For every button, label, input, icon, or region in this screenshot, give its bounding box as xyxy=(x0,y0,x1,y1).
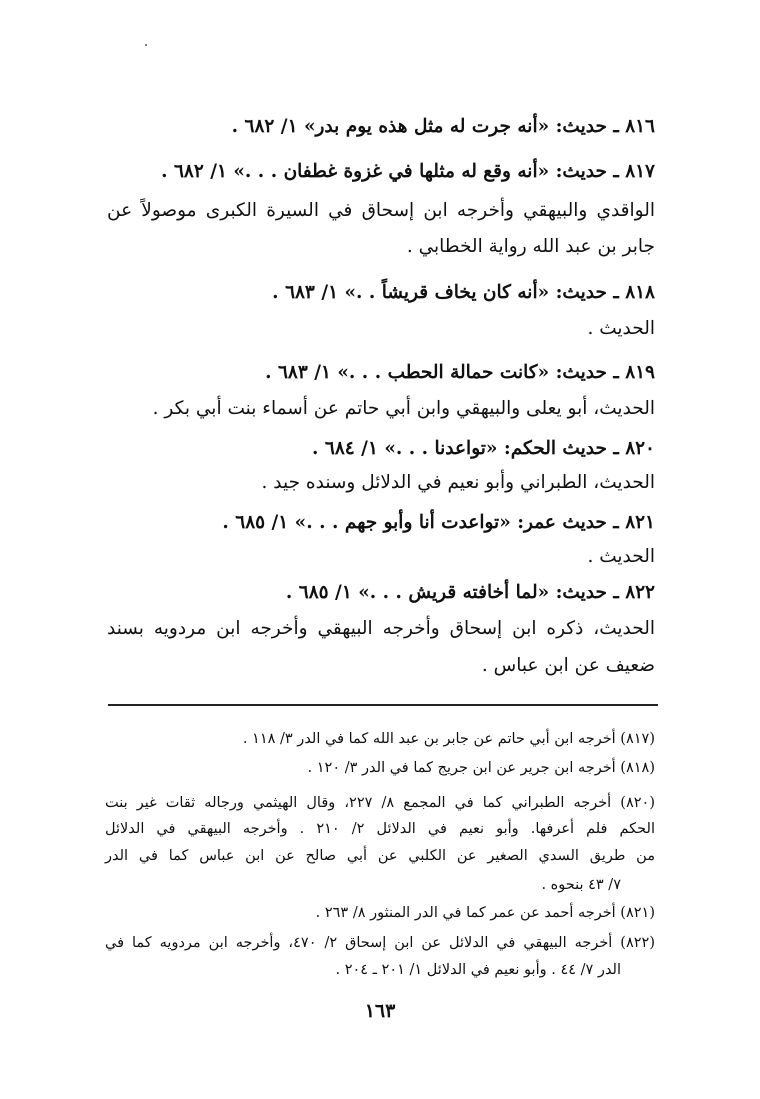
footnote: (٨٢٢) أخرجه البيهقي في الدلائل عن ابن إسحاق ٢/ ٤٧٠، وأخرجه ابن مردويه كما في xyxy=(105,935,655,951)
entry-text: الحديث . xyxy=(587,546,655,567)
footnote-continuation: الحكم فلم أعرفها. وأبو نعيم في الدلائل ٢/ ٢١٠ . وأخرجه البيهقي في الدلائل xyxy=(105,821,655,837)
footnote: (٨٢٠) أخرجه الطبراني كما في المجمع ٨/ ٢٢٧، وقال الهيثمي ورجاله ثقات غير بنت xyxy=(105,795,655,811)
entry-heading: ٨١٩ ـ حديث: «كانت حمالة الحطب . . .» ١/ ٦٨٣ . xyxy=(265,362,655,383)
page-number: ١٦٣ xyxy=(364,1000,396,1022)
footnote-continuation: من طريق السدي الصغير عن الكلبي عن أبي صالح عن ابن عباس كما في الدر xyxy=(105,848,655,864)
footnote-continuation: ٧/ ٤٣ بنحوه . xyxy=(541,877,621,893)
footnote: (٨١٨) أخرجه ابن جرير عن ابن جريج كما في الدر ٣/ ١٢٠ . xyxy=(307,760,655,776)
entry-heading: ٨١٨ ـ حديث: «أنه كان يخاف قريشاً . .» ١/ ٦٨٣ . xyxy=(272,282,655,303)
entry-heading: ٨٢١ ـ حديث عمر: «تواعدت أنا وأبو جهم . . .» ١/ ٦٨٥ . xyxy=(222,512,655,533)
entry-text: ضعيف عن ابن عباس . xyxy=(481,655,655,676)
entry-heading: ٨١٧ ـ حديث: «أنه وقع له مثلها في غزوة غطفان . . .» ١/ ٦٨٢ . xyxy=(161,161,655,182)
footnote-continuation: الدر ٧/ ٤٤ . وأبو نعيم في الدلائل ١/ ٢٠١ ـ ٢٠٤ . xyxy=(335,962,621,978)
entry-text: جابر بن عبد الله رواية الخطابي . xyxy=(406,236,655,257)
entry-heading: ٨٢٢ ـ حديث: «لما أخافته قريش . . .» ١/ ٦٨٥ . xyxy=(285,582,655,603)
entry-heading: ٨١٦ ـ حديث: «أنه جرت له مثل هذه يوم بدر» ١/ ٦٨٢ . xyxy=(231,116,655,137)
entry-text: الحديث، الطبراني وأبو نعيم في الدلائل وسنده جيد . xyxy=(261,472,655,493)
entry-heading: ٨٢٠ ـ حديث الحكم: «تواعدنا . . .» ١/ ٦٨٤ . xyxy=(312,438,655,459)
speck xyxy=(145,44,147,46)
entry-text: الواقدي والبيهقي وأخرجه ابن إسحاق في السيرة الكبرى موصولاً عن xyxy=(107,200,655,221)
footnote-separator xyxy=(108,704,658,706)
entry-text: الحديث، ذكره ابن إسحاق وأخرجه البيهقي وأخرجه ابن مردويه بسند xyxy=(107,618,655,639)
footnote: (٨٢١) أخرجه أحمد عن عمر كما في الدر المنثور ٨/ ٢٦٣ . xyxy=(315,905,655,921)
footnote: (٨١٧) أخرجه ابن أبي حاتم عن جابر بن عبد الله كما في الدر ٣/ ١١٨ . xyxy=(242,731,655,747)
entry-text: الحديث . xyxy=(587,318,655,339)
entry-text: الحديث، أبو يعلى والبيهقي وابن أبي حاتم عن أسماء بنت أبي بكر . xyxy=(152,398,655,419)
